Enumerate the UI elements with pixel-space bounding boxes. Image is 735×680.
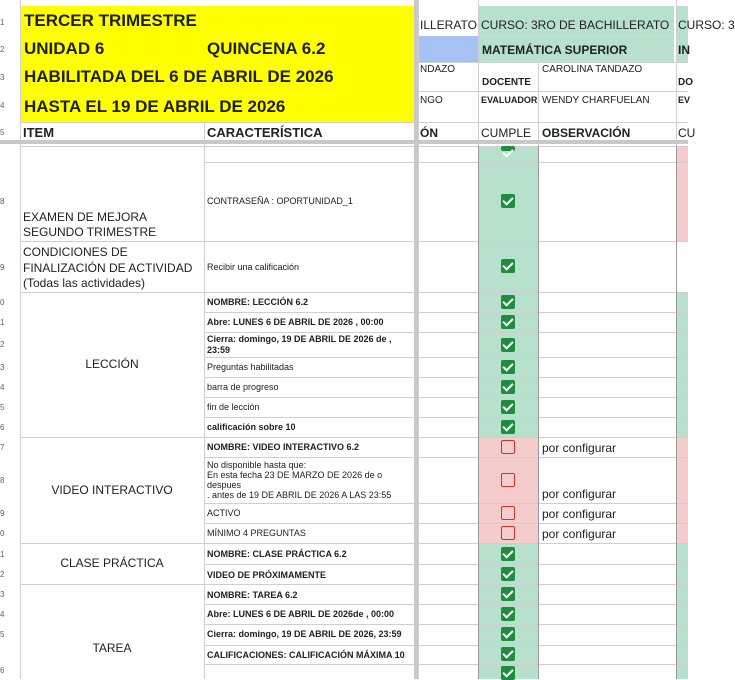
char-video-no-disponible[interactable]: No disponible hasta que:	[207, 460, 307, 470]
char-tarea-calificaciones[interactable]: CALIFICACIONES: CALIFICACIÓN MÁXIMA 10	[207, 650, 405, 660]
char-tarea-nombre[interactable]: NOMBRE: TAREA 6.2	[207, 590, 298, 600]
header-unidad[interactable]: UNIDAD 6	[24, 39, 105, 58]
char-video-minimo-preguntas[interactable]: MÍNIMO 4 PREGUNTAS	[207, 528, 306, 538]
checkbox-unchecked[interactable]	[501, 473, 515, 487]
row-number[interactable]: 4	[0, 383, 5, 392]
header-docente-name[interactable]: CAROLINA TANDAZO	[542, 64, 643, 75]
item-condiciones-1[interactable]: CONDICIONES DE	[23, 245, 128, 259]
item-leccion[interactable]: LECCIÓN	[85, 357, 139, 371]
item-video-interactivo[interactable]: VIDEO INTERACTIVO	[51, 483, 173, 497]
char-calificacion-sobre-10[interactable]: calificación sobre 10	[207, 422, 296, 432]
char-fin-leccion[interactable]: fin de lección	[207, 402, 260, 412]
checkbox-checked[interactable]	[501, 587, 515, 601]
row-number[interactable]: 4	[0, 101, 5, 110]
checkbox-checked[interactable]	[501, 380, 515, 394]
checkbox-checked[interactable]	[501, 194, 515, 208]
row-number[interactable]: 8	[0, 197, 5, 206]
header-materia[interactable]: MATEMÁTICA SUPERIOR	[482, 43, 628, 57]
row-number[interactable]: 5	[0, 128, 5, 137]
row-number[interactable]: 4	[0, 610, 5, 619]
row-number[interactable]: 0	[0, 298, 5, 307]
char-leccion-cierra-hora[interactable]: 23:59	[207, 345, 231, 355]
char-video-nombre[interactable]: NOMBRE: VIDEO INTERACTIVO 6.2	[207, 442, 360, 452]
row-number[interactable]: 9	[0, 263, 5, 272]
header-quincena[interactable]: QUINCENA 6.2	[207, 39, 326, 58]
observacion-cell[interactable]: por configurar	[542, 441, 617, 455]
checkbox-checked[interactable]	[501, 315, 515, 329]
item-clase-practica[interactable]: CLASE PRÁCTICA	[60, 556, 164, 570]
row-number[interactable]: 8	[0, 476, 5, 485]
checkbox-checked[interactable]	[501, 607, 515, 621]
item-condiciones-2[interactable]: FINALIZACIÓN DE ACTIVIDAD	[23, 261, 193, 275]
checkbox-checked[interactable]	[501, 420, 515, 434]
char-contrasena[interactable]: CONTRASEÑA : OPORTUNIDAD_1	[207, 196, 353, 206]
row-number[interactable]: 5	[0, 630, 5, 639]
observacion-cell[interactable]: por configurar	[542, 507, 617, 521]
checkbox-checked[interactable]	[501, 360, 515, 374]
char-video-fecha-inicio[interactable]: En esta fecha 23 DE MARZO DE 2026 de o	[207, 470, 383, 480]
checkbox-checked[interactable]	[501, 666, 515, 680]
row-number[interactable]: 2	[0, 45, 5, 54]
header-cumple[interactable]: CUMPLE	[481, 126, 532, 140]
char-barra-progreso[interactable]: barra de progreso	[207, 382, 279, 392]
column-header-caracteristica[interactable]: CARACTERÍSTICA	[207, 125, 323, 140]
char-recibir-calificacion[interactable]: Recibir una calificación	[207, 262, 300, 272]
checkbox-checked[interactable]	[501, 567, 515, 581]
header-docente-label[interactable]: DOCENTE	[482, 77, 531, 88]
checkbox-checked[interactable]	[501, 338, 515, 352]
observacion-cell[interactable]: por configurar	[542, 487, 617, 501]
header-hasta[interactable]: HASTA EL 19 DE ABRIL DE 2026	[24, 97, 286, 116]
item-tarea[interactable]: TAREA	[92, 641, 132, 655]
item-examen-mejora[interactable]: EXAMEN DE MEJORA SEGUNDO TRIMESTRE	[23, 210, 157, 239]
header-trimestre[interactable]: TERCER TRIMESTRE	[24, 11, 197, 30]
char-video-fecha-fin[interactable]: . antes de 19 DE ABRIL DE 2026 A LAS 23:55	[207, 490, 392, 500]
checkbox-checked[interactable]	[501, 146, 515, 151]
char-clase-nombre[interactable]: NOMBRE: CLASE PRÁCTICA 6.2	[207, 549, 347, 559]
checkbox-checked[interactable]	[501, 547, 515, 561]
checkbox-unchecked[interactable]	[501, 526, 515, 540]
checkbox-unchecked[interactable]	[501, 506, 515, 520]
header-curso[interactable]: CURSO: 3RO DE BACHILLERATO	[481, 18, 670, 32]
char-leccion-cierra[interactable]: Cierra: domingo, 19 DE ABRIL DE 2026 de ,	[207, 334, 392, 344]
char-video-activo[interactable]: ACTIVO	[207, 508, 241, 518]
char-leccion-abre[interactable]: Abre: LUNES 6 DE ABRIL DE 2026 , 00:00	[207, 317, 384, 327]
header-partial-docente-right[interactable]: DO	[678, 77, 693, 88]
column-header-item[interactable]: ITEM	[23, 125, 55, 140]
header-evaluador-label[interactable]: EVALUADOR	[481, 95, 538, 105]
row-number[interactable]: 6	[0, 423, 5, 432]
header-partial-ngo[interactable]: NGO	[420, 95, 443, 106]
header-partial-evaluador-right[interactable]: EV	[678, 95, 691, 105]
row-number[interactable]: 2	[0, 570, 5, 579]
checkbox-checked[interactable]	[501, 259, 515, 273]
header-partial-bachillerato[interactable]: ILLERATO	[420, 18, 477, 32]
header-partial-materia-right[interactable]: IN	[678, 43, 690, 57]
header-partial-on[interactable]: ÓN	[420, 126, 438, 140]
header-partial-tandazo[interactable]: NDAZO	[420, 64, 455, 75]
row-number[interactable]: 9	[0, 509, 5, 518]
row-number[interactable]: 3	[0, 363, 5, 372]
header-habilitada[interactable]: HABILITADA DEL 6 DE ABRIL DE 2026	[24, 67, 334, 86]
checkbox-checked[interactable]	[501, 647, 515, 661]
checkbox-checked[interactable]	[501, 627, 515, 641]
row-number[interactable]: 7	[0, 443, 5, 452]
row-number[interactable]: 1	[0, 550, 5, 559]
char-leccion-nombre[interactable]: NOMBRE: LECCIÓN 6.2	[207, 297, 309, 307]
header-evaluador-name[interactable]: WENDY CHARFUELAN	[542, 95, 650, 106]
row-number[interactable]: 3	[0, 73, 5, 82]
row-number[interactable]: 2	[0, 340, 5, 349]
row-number[interactable]: 1	[0, 318, 5, 327]
header-partial-cumple-right[interactable]: CU	[678, 126, 696, 140]
header-observacion[interactable]: OBSERVACIÓN	[542, 126, 631, 140]
observacion-cell[interactable]: por configurar	[542, 527, 617, 541]
row-number[interactable]: 0	[0, 529, 5, 538]
item-condiciones-3[interactable]: (Todas las actividades)	[23, 276, 146, 290]
char-tarea-cierra[interactable]: Cierra: domingo, 19 DE ABRIL DE 2026, 23:59	[207, 629, 402, 639]
row-number[interactable]: 5	[0, 403, 5, 412]
row-number[interactable]: 6	[0, 666, 5, 675]
checkbox-unchecked[interactable]	[501, 440, 515, 454]
header-partial-curso-right[interactable]: CURSO: 3	[678, 18, 735, 32]
char-preguntas-habilitadas[interactable]: Preguntas habilitadas	[207, 362, 294, 372]
row-number[interactable]: 3	[0, 590, 5, 599]
char-tarea-abre[interactable]: Abre: LUNES 6 DE ABRIL DE 2026de , 00:00	[207, 609, 395, 619]
char-video-despues[interactable]: despues	[207, 480, 242, 490]
checkbox-checked[interactable]	[501, 400, 515, 414]
char-clase-video[interactable]: VIDEO DE PRÓXIMAMENTE	[207, 570, 327, 580]
row-number[interactable]: 1	[0, 18, 5, 27]
checkbox-checked[interactable]	[501, 295, 515, 309]
